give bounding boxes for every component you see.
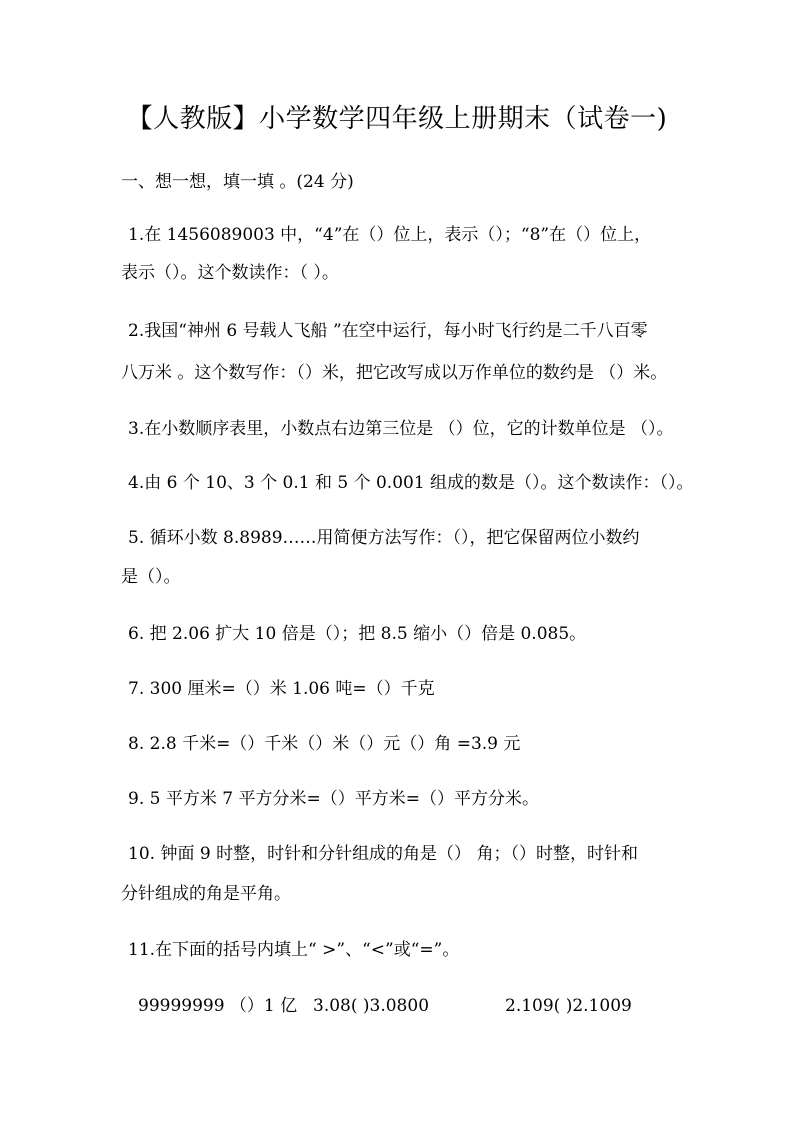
question-11: 11.在下面的括号内填上“ >”、“<”或“=”。	[128, 940, 460, 960]
question-7: 7. 300 厘米=（）米 1.06 吨=（）千克	[128, 679, 435, 699]
comparison-2: 3.08( )3.0800	[313, 996, 430, 1016]
question-1-line-2: 表示（）。这个数读作：（ ）。	[121, 263, 339, 283]
question-6: 6. 把 2.06 扩大 10 倍是（）；把 8.5 缩小（）倍是 0.085。	[128, 624, 587, 644]
question-5-line-1: 5. 循环小数 8.8989……用简便方法写作：（），把它保留两位小数约	[128, 528, 640, 548]
comparison-3: 2.109( )2.1009	[505, 996, 632, 1016]
document-title: 【人教版】小学数学四年级上册期末（试卷一)	[126, 104, 668, 134]
question-3: 3.在小数顺序表里，小数点右边第三位是 （）位，它的计数单位是 （）。	[128, 419, 674, 439]
question-9: 9. 5 平方米 7 平方分米=（）平方米=（）平方分米。	[128, 789, 539, 809]
question-10-line-1: 10. 钟面 9 时整，时针和分针组成的角是（） 角；（）时整，时针和	[128, 844, 638, 864]
comparison-1: 99999999 （）1 亿	[138, 996, 298, 1016]
question-5-line-2: 是（）。	[121, 567, 181, 587]
question-2-line-2: 八万米 。这个数写作：（）米，把它改写成以万作单位的数约是 （）米。	[121, 363, 668, 383]
question-1-line-1: 1.在 1456089003 中，“4”在（）位上，表示（）；“8”在（）位上，	[128, 225, 652, 245]
question-8: 8. 2.8 千米=（）千米（）米（）元（）角 =3.9 元	[128, 734, 521, 754]
question-2-line-1: 2.我国“神州 6 号载人飞船 ”在空中运行，每小时飞行约是二千八百零	[128, 321, 648, 341]
section-heading: 一、想一想，填一填 。(24 分)	[121, 172, 354, 192]
question-10-line-2: 分针组成的角是平角。	[121, 884, 291, 904]
question-4: 4.由 6 个 10、3 个 0.1 和 5 个 0.001 组成的数是（）。这个数读作：（）。	[128, 473, 694, 493]
